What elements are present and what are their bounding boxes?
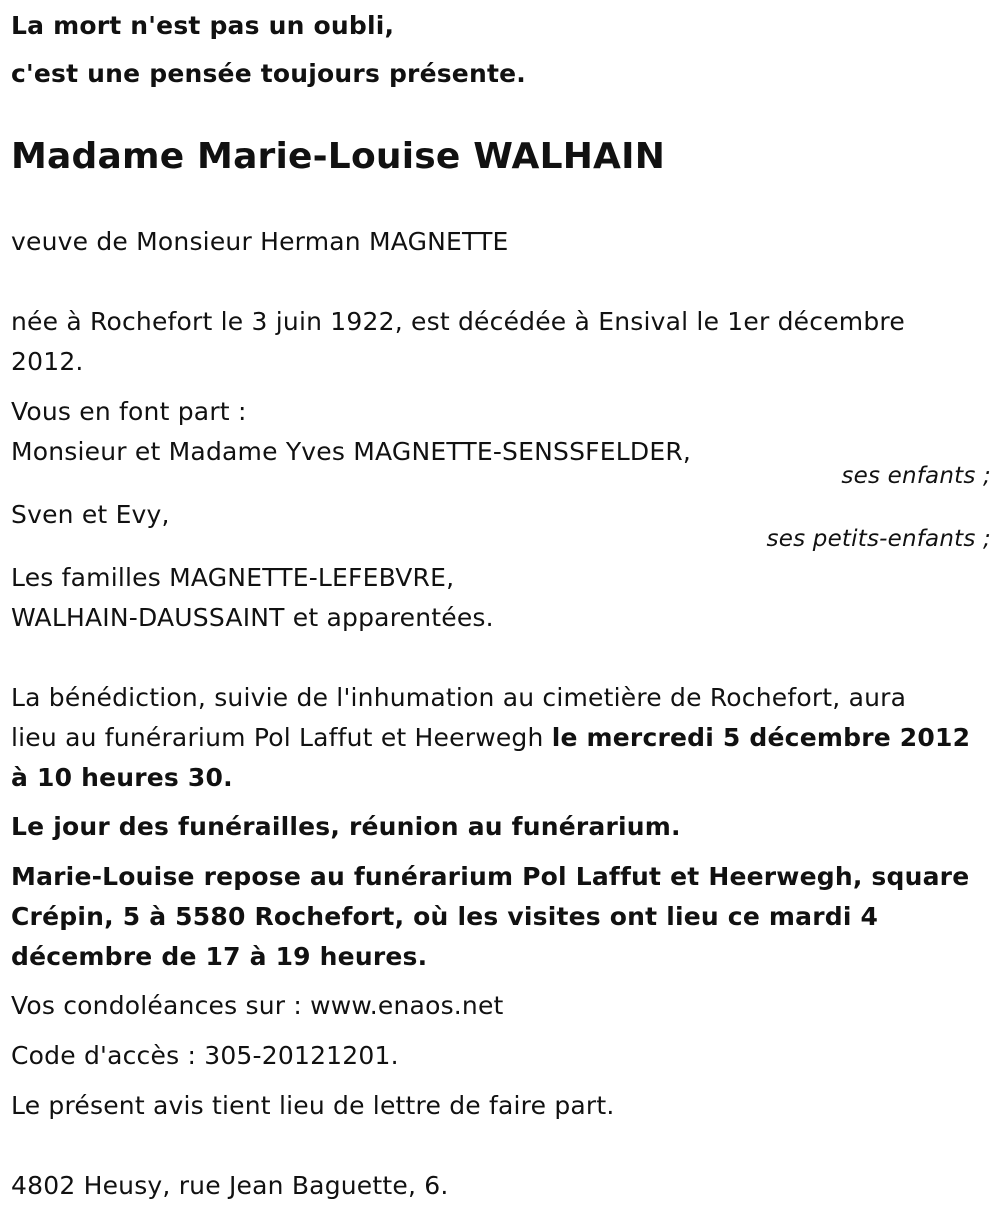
epigraph-line-1: La mort n'est pas un oubli, (11, 11, 395, 40)
children-role: ses enfants ; (841, 463, 991, 489)
ceremony-date: le mercredi 5 décembre 2012 (551, 723, 971, 752)
ceremony-line-2 (11, 718, 970, 758)
address-line: 4802 Heusy, rue Jean Baguette, 6. (11, 1171, 449, 1200)
birth-death-line-1: née à Rochefort le 3 juin 1922, est décédée à Ensival le 1er décembre (11, 307, 905, 336)
condolences-line: Vos condoléances sur : www.enaos.net (11, 991, 504, 1020)
announcement-intro: Vous en font part : (11, 397, 247, 426)
visit-line-3: décembre de 17 à 19 heures. (11, 942, 428, 971)
deceased-name: Madame Marie-Louise WALHAIN (11, 136, 666, 177)
access-code-line: Code d'accès : 305-20121201. (11, 1041, 399, 1070)
grandchildren-role: ses petits-enfants ; (766, 526, 991, 552)
ceremony-line-2-normal: lieu au funérarium Pol Laffut et Heerwegh (11, 723, 552, 752)
families-line-2: WALHAIN-DAUSSAINT et apparentées. (11, 603, 494, 632)
visit-line-1: Marie-Louise repose au funérarium Pol Laffut et Heerwegh, square (11, 862, 970, 891)
birth-death-line-2: 2012. (11, 347, 84, 376)
widow-of-line: veuve de Monsieur Herman MAGNETTE (11, 227, 509, 256)
epigraph-line-2: c'est une pensée toujours présente. (11, 59, 526, 88)
ceremony-time: à 10 heures 30. (11, 763, 233, 792)
children-line: Monsieur et Madame Yves MAGNETTE-SENSSFELDER, (11, 437, 692, 466)
ceremony-line-1: La bénédiction, suivie de l'inhumation au cimetière de Rochefort, aura (11, 683, 907, 712)
grandchildren-line: Sven et Evy, (11, 500, 170, 529)
families-line-1: Les familles MAGNETTE-LEFEBVRE, (11, 563, 455, 592)
gathering-line: Le jour des funérailles, réunion au funérarium. (11, 812, 681, 841)
notice-line: Le présent avis tient lieu de lettre de faire part. (11, 1091, 615, 1120)
visit-line-2: Crépin, 5 à 5580 Rochefort, où les visites ont lieu ce mardi 4 (11, 902, 879, 931)
